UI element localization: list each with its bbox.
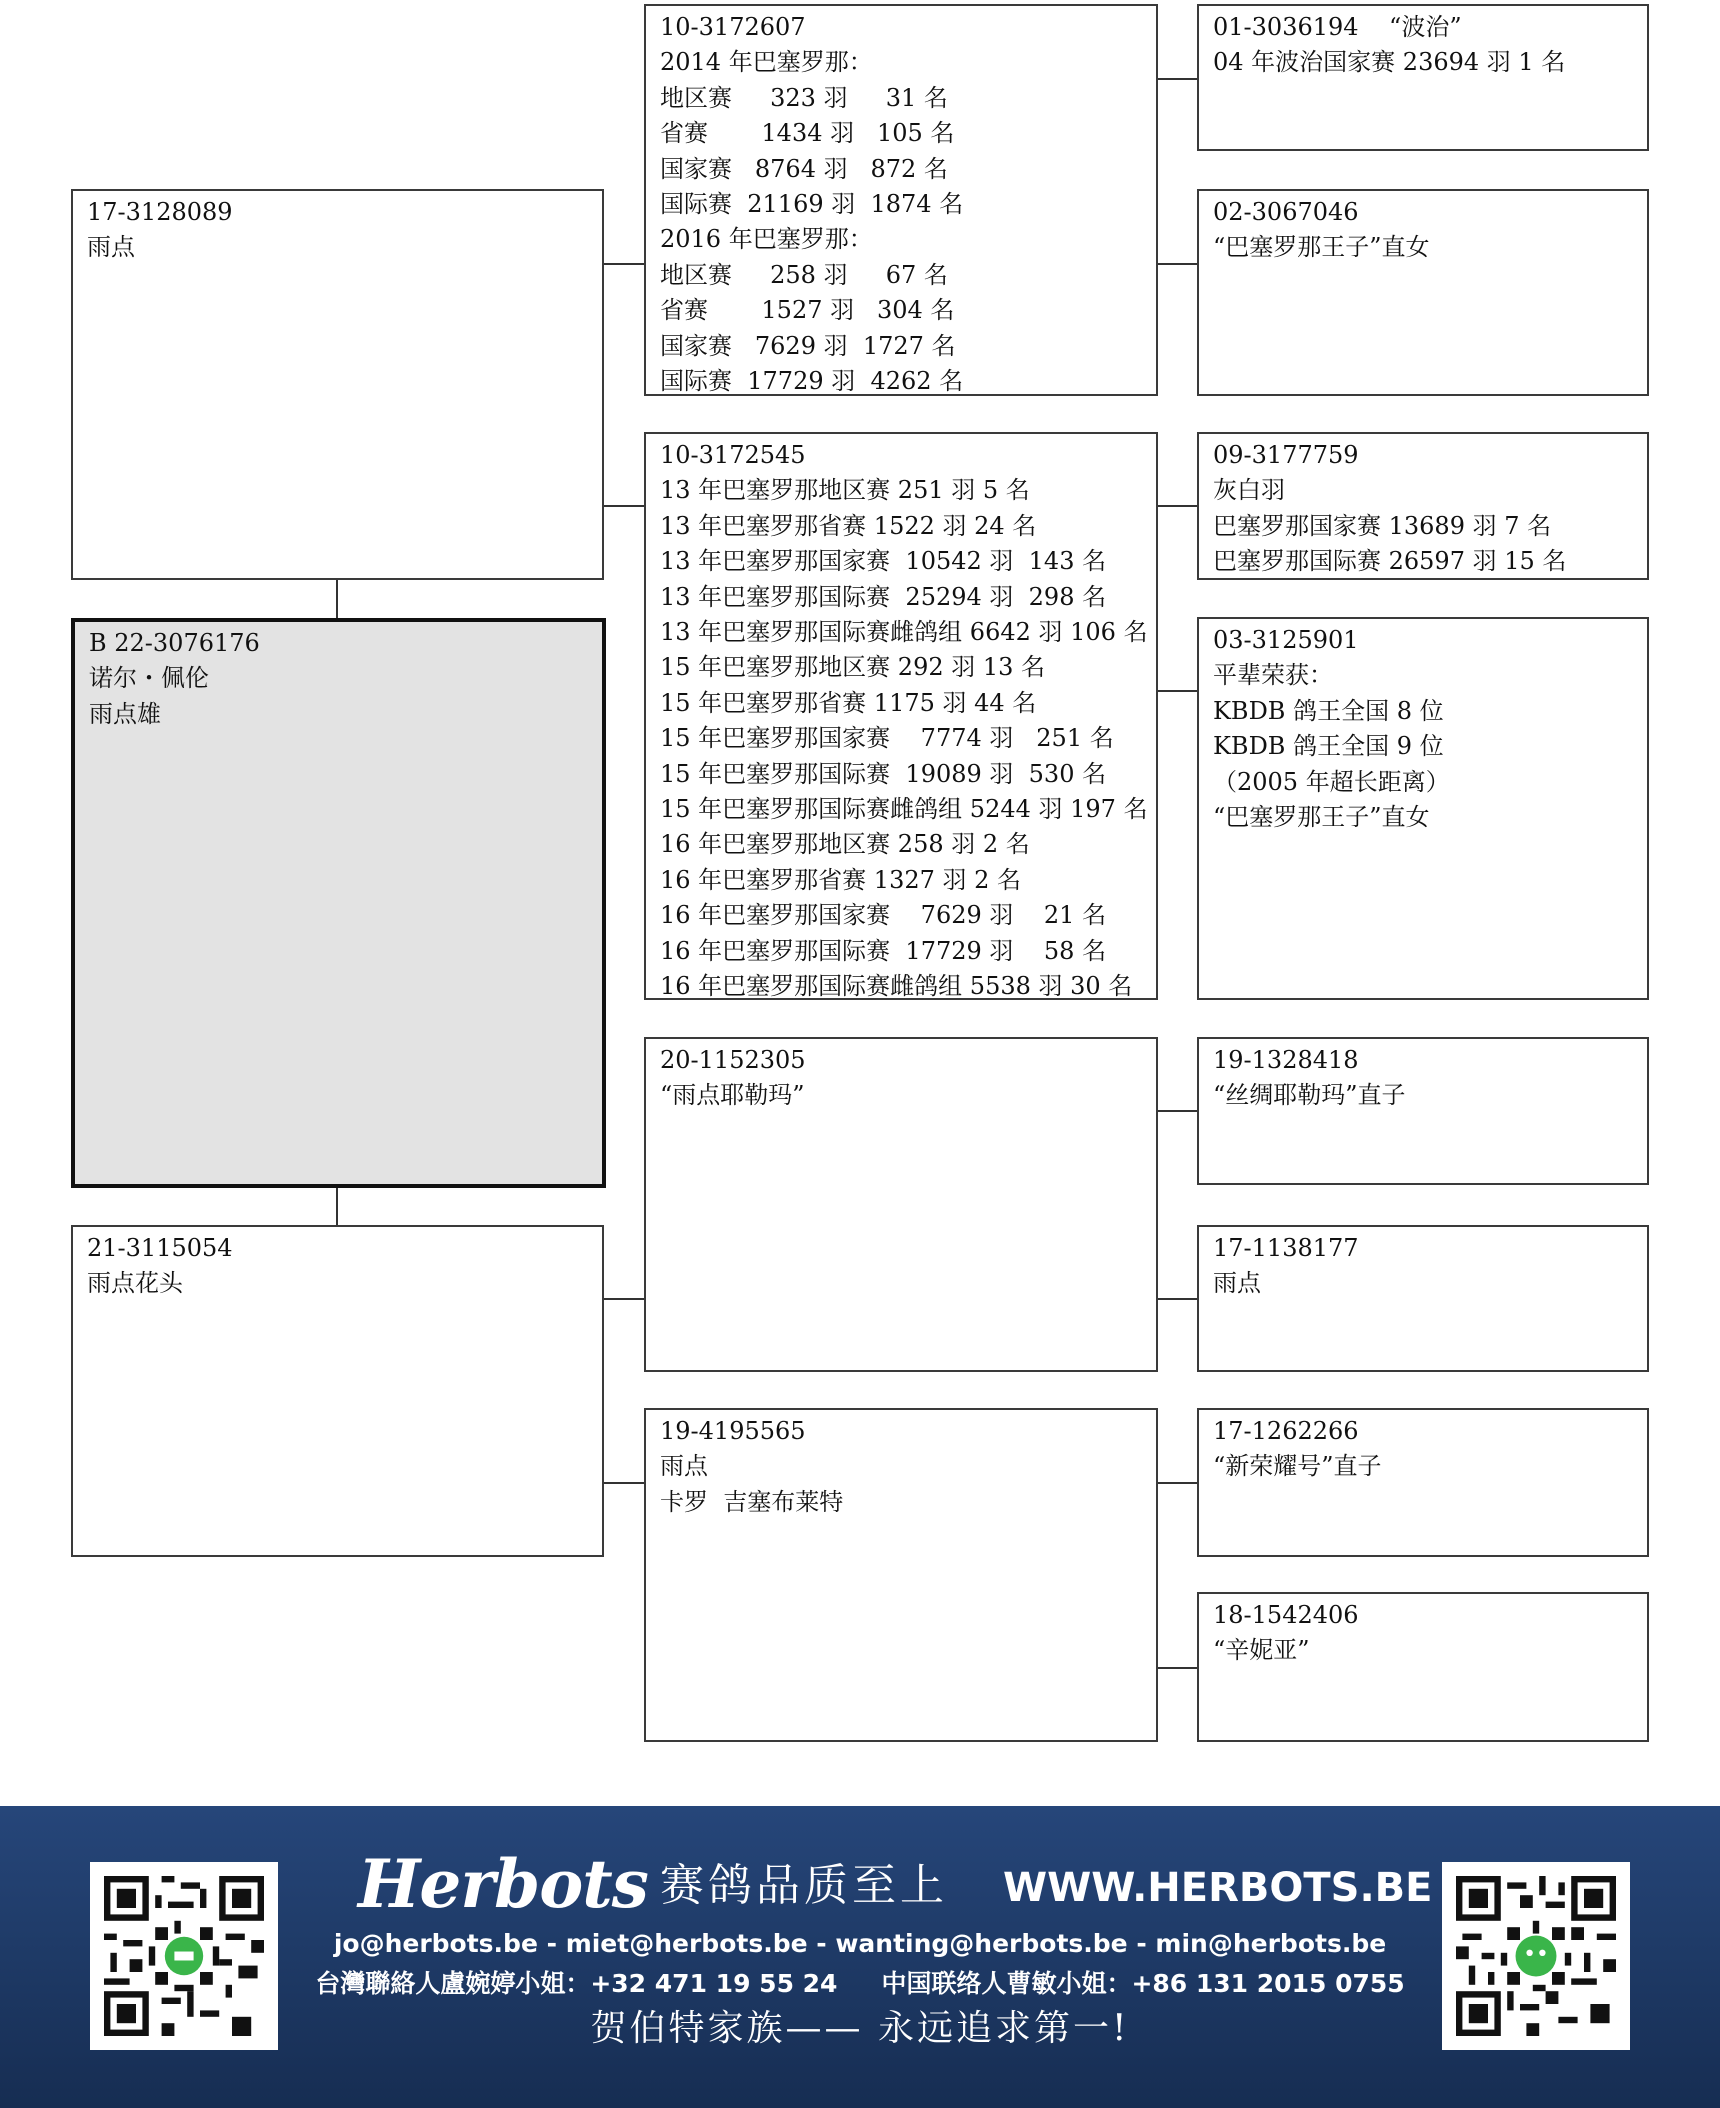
pedigree-text-line: 平辈荣获： <box>1213 661 1333 690</box>
pedigree-text-line: 雨点 <box>87 233 135 262</box>
connector-line <box>1158 1298 1197 1300</box>
dam-sire-card <box>644 1037 1158 1372</box>
pedigree-text-line: “丝绸耶勒玛”直子 <box>1213 1081 1406 1110</box>
connector-line <box>336 1188 338 1225</box>
footer-banner <box>0 1806 1720 2108</box>
pedigree-text-line: 国际赛 17729 羽 4262 名 <box>660 367 964 396</box>
website-link[interactable]: WWW.HERBOTS.BE <box>1003 1865 1433 1911</box>
pedigree-text-line: KBDB 鸽王全国 9 位 <box>1213 732 1444 761</box>
pedigree-text-line: 灰白羽 <box>1213 476 1285 505</box>
connector-line <box>1158 505 1197 507</box>
pedigree-text-line: 国家赛 7629 羽 1727 名 <box>660 331 956 360</box>
connector-line <box>604 505 644 507</box>
pedigree-text-line: 16 年巴塞罗那国际赛雌鸽组 5538 羽 30 名 <box>660 972 1133 1000</box>
great-grandparent-card-1 <box>1197 4 1649 151</box>
pedigree-text-line: “巴塞罗那王子”直女 <box>1213 233 1430 262</box>
qr-code-wechat[interactable] <box>1442 1862 1630 2050</box>
contact-taiwan: 台灣聯絡人盧婉婷小姐：+32 471 19 55 24 <box>315 1969 838 1998</box>
connector-line <box>604 1298 644 1300</box>
brand-slogan: 赛鸽品质至上 <box>660 1860 948 1911</box>
pedigree-text-line: “巴塞罗那王子”直女 <box>1213 803 1430 832</box>
subject-card <box>71 618 606 1188</box>
ring-number: 18-1542406 <box>1213 1601 1359 1629</box>
brand-logo[interactable]: Herbots <box>358 1845 648 1923</box>
pedigree-text-line: 16 年巴塞罗那地区赛 258 羽 2 名 <box>660 830 1030 859</box>
ring-number: 19-1328418 <box>1213 1046 1359 1074</box>
wechat-icon <box>1516 1936 1557 1977</box>
ring-number: 09-3177759 <box>1213 441 1359 469</box>
pedigree-text-line: 13 年巴塞罗那国家赛 10542 羽 143 名 <box>660 547 1107 576</box>
connector-line <box>1158 690 1197 692</box>
pedigree-text-line: 15 年巴塞罗那国家赛 7774 羽 251 名 <box>660 724 1114 753</box>
dam-dam-card <box>644 1408 1158 1742</box>
sire-dam-card <box>644 432 1158 1000</box>
great-grandparent-card-4 <box>1197 617 1649 1000</box>
pedigree-text-line: 巴塞罗那国际赛 26597 羽 15 名 <box>1213 547 1567 576</box>
pedigree-text-line: 巴塞罗那国家赛 13689 羽 7 名 <box>1213 511 1552 540</box>
pedigree-text-line: 地区赛 323 羽 31 名 <box>660 83 948 112</box>
pedigree-text-line: 雨点花头 <box>87 1269 183 1298</box>
ring-number: 17-3128089 <box>87 198 233 226</box>
pedigree-text-line: 15 年巴塞罗那国际赛雌鸽组 5244 羽 197 名 <box>660 795 1148 824</box>
pedigree-text-line: 地区赛 258 羽 67 名 <box>660 260 948 289</box>
ring-number: 17-1138177 <box>1213 1234 1359 1262</box>
connector-line <box>1158 78 1197 80</box>
pedigree-text-line: 16 年巴塞罗那省赛 1327 羽 2 名 <box>660 865 1022 894</box>
pedigree-text-line: 15 年巴塞罗那地区赛 292 羽 13 名 <box>660 653 1046 682</box>
ring-number: 17-1262266 <box>1213 1417 1359 1445</box>
motto: 贺伯特家族—— 永远追求第一! <box>590 2008 1130 2049</box>
pedigree-text-line: 国际赛 21169 羽 1874 名 <box>660 190 964 219</box>
ring-number: 20-1152305 <box>660 1046 806 1074</box>
brand-row <box>358 1845 1433 1923</box>
connector-line <box>1158 1482 1197 1484</box>
great-grandparent-card-5 <box>1197 1037 1649 1185</box>
pedigree-text-line: 国家赛 8764 羽 872 名 <box>660 154 948 183</box>
dam-card <box>71 1225 604 1557</box>
ring-number: 10-3172545 <box>660 441 806 469</box>
pedigree-text-line: 16 年巴塞罗那国家赛 7629 羽 21 名 <box>660 901 1107 930</box>
great-grandparent-card-6 <box>1197 1225 1649 1372</box>
contact-china: 中国联络人曹敏小姐：+86 131 2015 0755 <box>881 1969 1405 1998</box>
pedigree-text-line: 13 年巴塞罗那国际赛雌鸽组 6642 羽 106 名 <box>660 618 1148 647</box>
pedigree-text-line: 13 年巴塞罗那国际赛 25294 羽 298 名 <box>660 582 1107 611</box>
pedigree-text-line: “辛妮亚” <box>1213 1636 1310 1665</box>
pedigree-text-line: KBDB 鸽王全国 8 位 <box>1213 696 1444 725</box>
ring-number: 02-3067046 <box>1213 198 1359 226</box>
great-grandparent-card-3 <box>1197 432 1649 580</box>
pedigree-text-line: 04 年波治国家赛 23694 羽 1 名 <box>1213 48 1566 77</box>
connector-line <box>604 1482 644 1484</box>
pedigree-text-line: 13 年巴塞罗那地区赛 251 羽 5 名 <box>660 476 1030 505</box>
pedigree-text-line: 雨点 <box>660 1452 708 1481</box>
ring-number: 03-3125901 <box>1213 626 1359 654</box>
pedigree-text-line: 雨点雄 <box>89 699 161 728</box>
email-addresses[interactable]: jo@herbots.be - miet@herbots.be - wanting@herbots.be - min@herbots.be <box>333 1929 1387 1958</box>
connector-line <box>1158 1110 1197 1112</box>
connector-line <box>604 263 644 265</box>
pedigree-text-line: 雨点 <box>1213 1269 1261 1298</box>
pedigree-text-line: 15 年巴塞罗那国际赛 19089 羽 530 名 <box>660 759 1107 788</box>
connector-line <box>336 580 338 618</box>
pedigree-text-line: “新荣耀号”直子 <box>1213 1452 1382 1481</box>
connector-line <box>1158 263 1197 265</box>
pedigree-text-line: “雨点耶勒玛” <box>660 1081 805 1110</box>
pedigree-text-line: 16 年巴塞罗那国际赛 17729 羽 58 名 <box>660 936 1107 965</box>
ring-number: 21-3115054 <box>87 1234 233 1262</box>
connector-line <box>1158 1667 1197 1669</box>
great-grandparent-card-2 <box>1197 189 1649 396</box>
sire-card <box>71 189 604 580</box>
ring-number: 19-4195565 <box>660 1417 806 1445</box>
sire-sire-card <box>644 4 1158 396</box>
pedigree-text-line: 省赛 1434 羽 105 名 <box>660 119 955 148</box>
pedigree-text-line: 2016 年巴塞罗那： <box>660 225 873 254</box>
pedigree-text-line: 省赛 1527 羽 304 名 <box>660 296 955 325</box>
ring-number: 10-3172607 <box>660 13 806 41</box>
pedigree-text-line: 13 年巴塞罗那省赛 1522 羽 24 名 <box>660 511 1037 540</box>
qr-code-wechat-image <box>1456 1876 1616 2036</box>
great-grandparent-card-7 <box>1197 1408 1649 1557</box>
ring-number: 01-3036194 “波治” <box>1213 13 1462 41</box>
pedigree-text-line: 诺尔・佩伦 <box>89 664 209 693</box>
pedigree-text-line: 卡罗 吉塞布莱特 <box>660 1487 844 1516</box>
pedigree-text-line: 2014 年巴塞罗那： <box>660 48 873 77</box>
pedigree-text-line: 15 年巴塞罗那省赛 1175 羽 44 名 <box>660 688 1037 717</box>
pedigree-text-line: （2005 年超长距离） <box>1213 767 1450 796</box>
ring-number: B 22-3076176 <box>89 629 260 657</box>
great-grandparent-card-8 <box>1197 1592 1649 1742</box>
